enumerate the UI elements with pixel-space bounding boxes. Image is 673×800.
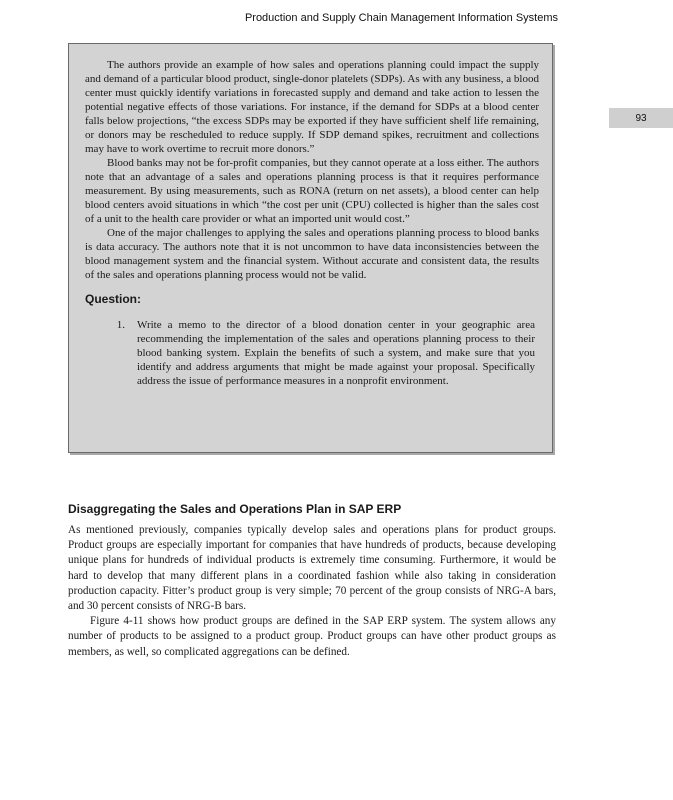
- question-number: 1.: [116, 319, 125, 331]
- page-number-tab: [609, 108, 673, 128]
- section-heading: Disaggregating the Sales and Operations Plan in SAP ERP: [68, 502, 402, 516]
- question-heading: Question:: [85, 292, 141, 306]
- question-item: [85, 318, 538, 388]
- section-disaggregating: [68, 502, 556, 660]
- case-study-box: [68, 43, 553, 453]
- running-header: Production and Supply Chain Management Information Systems: [244, 12, 558, 24]
- body-paragraph: As mentioned previously, companies typically develop sales and operations plans for product groups. Product groups are especially important for companies that have hundreds of products, because developing unique plans for hundreds of individual products is extremely time consuming. Furthermore, it would be hard to develop that many different plans in a coordinated fashion while also taking in consideration production capacity. Fitter’s product group is very simple; 70 percent of the group consists of NRG-A bars, and 30 percent consists of NRG-B bars.: [68, 524, 556, 613]
- case-paragraph: One of the major challenges to applying the sales and operations planning process to blood banks is data accuracy. The authors note that it is not uncommon to have data inconsistencies between the blood management system and the financial system. Without accurate and consistent data, the results of the sales and operations planning process would not be valid.: [85, 227, 539, 281]
- case-paragraph: The authors provide an example of how sales and operations planning could impact the supply and demand of a particular blood product, single-donor platelets (SDPs). As with any business, a blood center must quickly identify variations in forecasted supply and demand and take action to lessen the potential negative effects of those variations. For instance, if the demand for SDPs at a blood center falls below projections, “the excess SDPs may be exported if they have sufficient shelf life remaining, or donors may be rescheduled to reduce supply. If SDP demand spikes, recruitment and collections may have to work overtime to recruit more donors.”: [85, 59, 539, 155]
- question-text: Write a memo to the director of a blood donation center in your geographic area recommending the implementation of the sales and operations planning process to their blood banking system. Explain the benefits of such a system, and make sure that you identify and address arguments that might be made against your proposal. Specifically address the issue of performance measures in a nonprofit environment.: [137, 319, 535, 387]
- page-number: 93: [635, 112, 647, 124]
- case-paragraph: Blood banks may not be for-profit companies, but they cannot operate at a loss either. The authors note that an advantage of a sales and operations planning process is that it requires performance measurement. By using measurements, such as RONA (return on net assets), a blood center can help blood centers avoid situations in which “the cost per unit (CPU) collected is higher than the sales cost of a unit to the health care provider or what an imported unit would cost.”: [85, 157, 539, 225]
- body-paragraph: Figure 4-11 shows how product groups are defined in the SAP ERP system. The system allows any number of products to be assigned to a product group. Product groups can have other product groups as members, as well, so complicated aggregations can be defined.: [68, 615, 556, 658]
